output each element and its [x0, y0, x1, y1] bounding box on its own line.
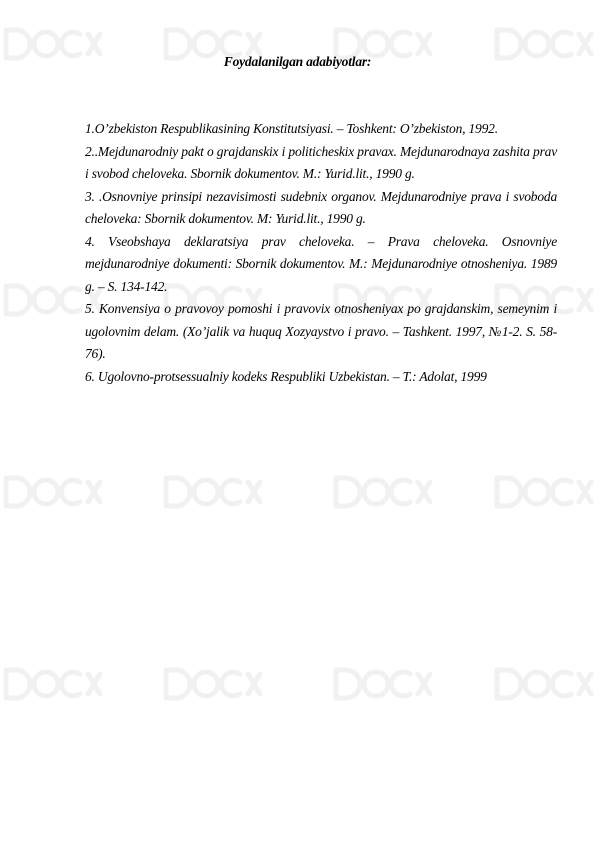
references-heading: Foydalanilgan adabiyotlar: — [223, 54, 372, 69]
docx-watermark-icon — [330, 652, 434, 708]
docx-watermark-icon — [0, 652, 104, 708]
reference-item: 1.O’zbekiston Respublikasining Konstitutsiyasi. – Toshkent: O’zbekiston, 1992. — [85, 121, 498, 136]
reference-item: 4. Vseobshaya deklaratsiya prav cheloveka. – Prava cheloveka. Osnovniye mejdunarodniye dokumenti: Sbornik dokumentov. M.: Mejdunarodniye otnosheniya. 1989 g. – S. 134-142. — [85, 233, 557, 294]
reference-item: 6. Ugolovno-protsessualniy kodeks Respubliki Uzbekistan. – T.: Adolat, 1999 — [85, 368, 487, 384]
docx-watermark-icon — [491, 652, 595, 708]
reference-item: 5. Konvensiya o pravovoy pomoshi i pravovix otnosheniyax po grajdanskim, semeynim i ugolovnim delam. (Xo’jalik va huquq Xozyaystvo i pravo. – Tashkent. 1997, №1-2. S. 58-76). — [85, 301, 557, 361]
docx-watermark-icon — [330, 460, 434, 516]
docx-watermark-icon — [160, 652, 264, 708]
docx-watermark-icon — [160, 460, 264, 516]
references-list — [85, 118, 557, 388]
docx-watermark-icon — [0, 460, 104, 516]
docx-watermark-icon — [491, 460, 595, 516]
reference-item: 2..Mejdunarodniy pakt o grajdanskix i politicheskix pravax. Mejdunarodnaya zashita prav i svobod cheloveka. Sbornik dokumentov. M.: Yurid.lit., 1990 g. — [85, 143, 557, 181]
reference-item: 3. .Osnovniye prinsipi nezavisimosti sudebnix organov. Mejdunarodniye prava i svoboda cheloveka: Sbornik dokumentov. M: Yurid.lit., 1990 g. — [85, 188, 557, 226]
